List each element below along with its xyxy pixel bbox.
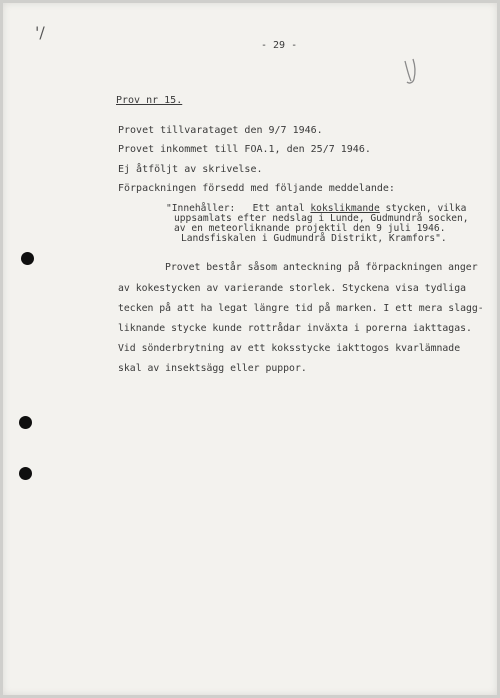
paragraph-line-1: Provet består såsom anteckning på förpackningen anger <box>165 262 478 273</box>
paragraph-line-2: av kokestycken av varierande storlek. Styckena visa tydliga <box>118 283 466 294</box>
quote-line-1-start: "Innehåller: Ett antal <box>166 203 311 214</box>
punch-hole <box>19 416 32 429</box>
info-line-1: Provet tillvarataget den 9/7 1946. <box>118 125 323 136</box>
quote-underlined-word: kokslikmande <box>310 203 380 214</box>
quote-line-4: Landsfiskalen i Gudmundrå Distrikt, Kramfors". <box>181 233 447 244</box>
page-title: Prov nr 15. <box>116 95 183 106</box>
paragraph-line-3: tecken på att ha legat längre tid på marken. I ett mera slagg- <box>118 303 484 314</box>
handwritten-annotation <box>401 55 427 85</box>
punch-hole <box>19 467 32 480</box>
page-number: - 29 - <box>261 40 298 51</box>
document-page <box>3 3 497 695</box>
punch-hole <box>21 252 34 265</box>
paragraph-line-5: Vid sönderbrytning av ett koksstycke iakttogos kvarlämnade <box>118 343 461 354</box>
info-line-4: Förpackningen försedd med följande meddelande: <box>118 183 395 194</box>
info-line-3: Ej åtföljt av skrivelse. <box>118 164 263 175</box>
quote-line-1-end: stycken, vilka <box>379 203 467 214</box>
corner-mark: '/ <box>35 23 45 42</box>
paragraph-line-6: skal av insektsägg eller puppor. <box>118 363 307 374</box>
quote-line-3: av en meteorliknande projektil den 9 juli 1946. <box>174 223 446 234</box>
info-line-2: Provet inkommet till FOA.1, den 25/7 1946. <box>118 144 371 155</box>
quote-line-2: uppsamlats efter nedslag i Lunde, Gudmundrå socken, <box>174 213 469 224</box>
paragraph-line-4: liknande stycke kunde rottrådar inväxta i porerna iakttagas. <box>118 323 472 334</box>
